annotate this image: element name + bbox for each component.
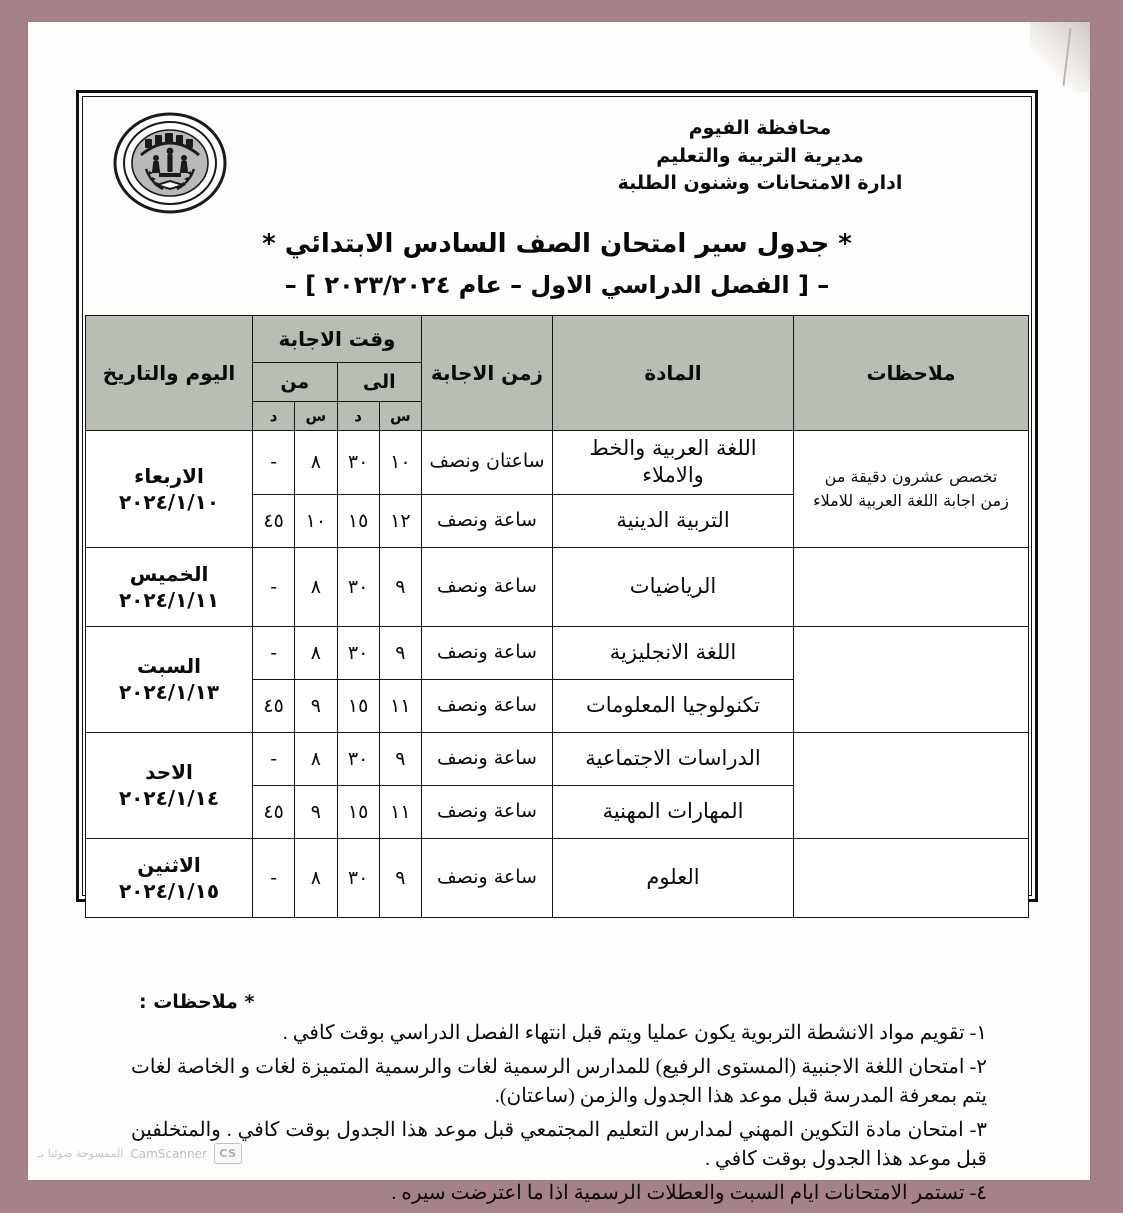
crest-icon (111, 111, 229, 215)
cell-duration: ساعة ونصف (422, 547, 553, 626)
day-date: ٢٠٢٤/١/١٤ (118, 786, 220, 811)
cell-duration: ساعة ونصف (422, 732, 553, 785)
organization-block (545, 115, 975, 198)
cell-to-hour: ٩ (379, 547, 421, 626)
exam-schedule-table (85, 315, 1029, 918)
cell-from-hour: ٨ (295, 732, 337, 785)
col-header-notes: ملاحظات (794, 316, 1029, 431)
org-governorate: محافظة الفيوم (688, 117, 832, 139)
letterhead (79, 93, 1035, 221)
cell-from-hour: ٨ (295, 547, 337, 626)
camscanner-brand: CamScanner (130, 1146, 207, 1161)
title-block (79, 229, 1035, 299)
cell-duration: ساعة ونصف (422, 494, 553, 547)
cell-subject: التربية الدينية (553, 494, 794, 547)
page-subtitle: – [ الفصل الدراسي الاول – عام ٢٠٢٣/٢٠٢٤ ] – (284, 271, 830, 299)
cell-to-minute: ١٥ (337, 494, 379, 547)
cell-to-hour: ١٠ (379, 431, 421, 495)
day-name: الاثنين (137, 852, 201, 877)
cell-day-date (86, 626, 253, 732)
cell-to-minute: ٣٠ (337, 732, 379, 785)
scan-fold-shadow (1030, 22, 1090, 92)
cell-notes (794, 547, 1029, 626)
cell-to-minute: ٣٠ (337, 547, 379, 626)
cell-from-hour: ٨ (295, 431, 337, 495)
cell-to-minute: ١٥ (337, 785, 379, 838)
cell-duration: ساعة ونصف (422, 679, 553, 732)
col-header-subject: المادة (553, 316, 794, 431)
cell-to-hour: ٩ (379, 626, 421, 679)
note-item: ١- تقويم مواد الانشطة التربوية يكون عمليا ويتم قبل انتهاء الفصل الدراسي بوقت كافي . (282, 1022, 987, 1044)
col-header-duration: زمن الاجابة (422, 316, 553, 431)
cell-from-minute: - (253, 732, 295, 785)
day-date: ٢٠٢٤/١/١٣ (118, 680, 220, 705)
schedule-table-wrap (79, 315, 1035, 918)
cell-subject: تكنولوجيا المعلومات (553, 679, 794, 732)
cell-from-hour: ٩ (295, 785, 337, 838)
cell-from-minute: - (253, 626, 295, 679)
cell-subject: العلوم (553, 838, 794, 917)
cell-to-hour: ٩ (379, 732, 421, 785)
col-header-to-minute: د (337, 402, 379, 431)
header-row-1 (86, 316, 1029, 363)
col-header-answer-time: وقت الاجابة (253, 316, 422, 363)
day-name: الخميس (129, 561, 209, 586)
note-item: ٤- تستمر الامتحانات ايام السبت والعطلات الرسمية اذا ما اعترضت سيره . (391, 1181, 987, 1204)
col-header-from: من (253, 363, 338, 402)
cell-subject: المهارات المهنية (553, 785, 794, 838)
cell-subject: الدراسات الاجتماعية (553, 732, 794, 785)
cell-from-minute: ٤٥ (253, 494, 295, 547)
cell-to-minute: ١٥ (337, 679, 379, 732)
col-header-to: الى (337, 363, 422, 402)
col-header-from-hour: س (295, 402, 337, 431)
cell-to-minute: ٣٠ (337, 431, 379, 495)
cell-from-hour: ٩ (295, 679, 337, 732)
note-item: ٣- امتحان مادة التكوين المهني لمدارس التعليم المجتمعي قبل موعد هذا الجدول بوقت كافي . والمتخلفين قبل موعد هذا الجدول بوقت كافي . (131, 1118, 987, 1171)
cell-duration: ساعة ونصف (422, 838, 553, 917)
cell-duration: ساعة ونصف (422, 626, 553, 679)
cell-subject: اللغة العربية والخط والاملاء (553, 431, 794, 495)
cell-notes (794, 732, 1029, 838)
cell-to-hour: ١١ (379, 785, 421, 838)
cell-notes (794, 838, 1029, 917)
org-directorate: مديرية التربية والتعليم (656, 144, 864, 167)
cell-duration: ساعتان ونصف (422, 431, 553, 495)
cell-subject: الرياضيات (553, 547, 794, 626)
cell-to-hour: ٩ (379, 838, 421, 917)
day-name: الاحد (145, 760, 193, 785)
cell-from-minute: ٤٥ (253, 785, 295, 838)
day-date: ٢٠٢٤/١/١١ (118, 587, 220, 612)
camscanner-arabic: الممسوحة ضوئيا بـ (38, 1147, 124, 1160)
col-header-to-hour: س (379, 402, 421, 431)
col-header-from-minute: د (253, 402, 295, 431)
table-body (86, 431, 1029, 918)
page-title: * جدول سير امتحان الصف السادس الابتدائي * (262, 229, 852, 259)
notes-section (131, 991, 987, 1213)
cell-day-date (86, 838, 253, 917)
cell-notes (794, 626, 1029, 732)
cell-from-hour: ٨ (295, 626, 337, 679)
notes-heading: * ملاحظات : (139, 991, 255, 1013)
day-date: ٢٠٢٤/١/١٥ (118, 878, 220, 903)
table-row (86, 732, 1029, 785)
camscanner-watermark (38, 1143, 242, 1164)
cell-day-date (86, 547, 253, 626)
cell-from-hour: ٨ (295, 838, 337, 917)
cell-duration: ساعة ونصف (422, 785, 553, 838)
cell-from-minute: - (253, 547, 295, 626)
table-row (86, 838, 1029, 917)
day-name: الاربعاء (134, 463, 204, 488)
cell-notes: تخصص عشرون دقيقة من زمن اجابة اللغة العربية للاملاء (794, 431, 1029, 548)
cell-subject: اللغة الانجليزية (553, 626, 794, 679)
cell-from-hour: ١٠ (295, 494, 337, 547)
cell-to-minute: ٣٠ (337, 626, 379, 679)
cell-from-minute: ٤٥ (253, 679, 295, 732)
cell-from-minute: - (253, 431, 295, 495)
cell-day-date (86, 431, 253, 548)
camscanner-badge-icon: CS (214, 1143, 242, 1164)
org-department: ادارة الامتحانات وشنون الطلبة (617, 172, 903, 195)
cell-to-minute: ٣٠ (337, 838, 379, 917)
scanned-page (28, 22, 1090, 1204)
cell-to-hour: ١٢ (379, 494, 421, 547)
note-item: ٢- امتحان اللغة الاجنبية (المستوى الرفيع) للمدارس الرسمية لغات والرسمية المتميزة لغات و الخاصة لغات يتم بمعرفة المدرسة قبل موعد هذا الجدول والزمن (ساعتان). (131, 1055, 987, 1108)
cell-from-minute: - (253, 838, 295, 917)
table-head (86, 316, 1029, 431)
day-date: ٢٠٢٤/١/١٠ (118, 489, 220, 514)
table-row (86, 547, 1029, 626)
day-name: السبت (136, 654, 202, 679)
table-row (86, 431, 1029, 495)
table-row (86, 626, 1029, 679)
notes-list (131, 1019, 987, 1209)
cell-to-hour: ١١ (379, 679, 421, 732)
col-header-day-date: اليوم والتاريخ (86, 316, 253, 431)
cell-day-date (86, 732, 253, 838)
